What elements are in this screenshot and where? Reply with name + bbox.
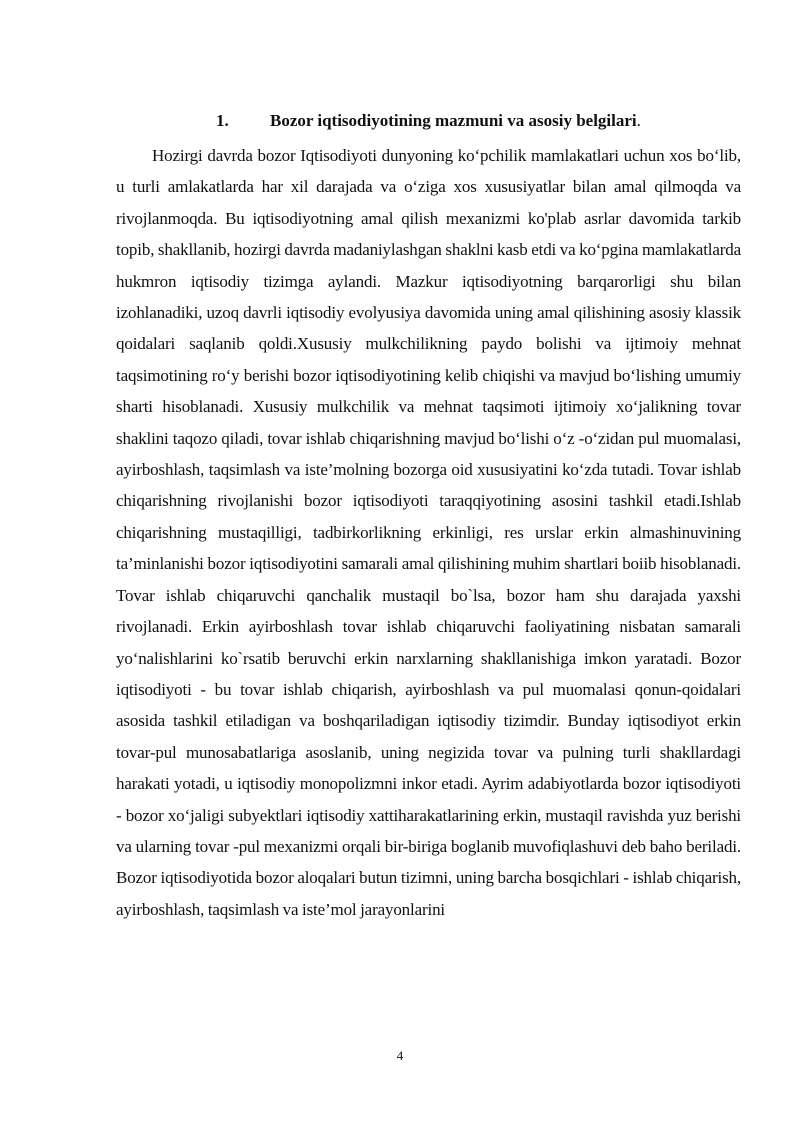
page-number: 4 <box>396 1048 404 1063</box>
section-number: 1. <box>216 111 229 130</box>
section-title: Bozor iqtisodiyotining mazmuni va asosiy belgilari <box>270 111 637 130</box>
section-title-period: . <box>636 111 641 130</box>
body-paragraph: Hozirgi davrda bozor Iqtisodiyoti dunyoning ko‘pchilik mamlakatlari uchun xos bo‘lib, u turli amlakatlarda har xil darajada va o‘ziga xos xususiyatlar bilan amal qilmoqda va rivojlanmoqda. Bu iqtisodiyotning amal qilish mexanizmi ko'plab asrlar davomida tarkib topib, shakllanib, hozirgi davrda madaniylashgan shaklni kasb etdi va ko‘pgina mamlakatlarda hukmron iqtisodiy tizimga aylandi. Mazkur iqtisodiyotning barqarorligi shu bilan izohlanadiki, uzoq davrli iqtisodiy evolyusiya davomida uning amal qilishining asosiy klassik qoidalari saqlanib qoldi.Xususiy mulkchilikning paydo bolishi va ijtimoiy mehnat taqsimotining ro‘y berishi bozor iqtisodiyotining kelib chiqishi va mavjud bo‘lishing umumiy sharti hisoblanadi. Xususiy mulkchilik va mehnat taqsimoti ijtimoiy xo‘jalikning tovar shaklini taqozo qiladi, tovar ishlab chiqarishning mavjud bo‘lishi o‘z -o‘zidan pul muomalasi, ayirboshlash, taqsimlash va iste’molning bozorga oid xususiyatini ko‘zda tutadi. Tovar ishlab chiqarishning rivojlanishi bozor iqtisodiyoti taraqqiyotining asosini tashkil etadi.Ishlab chiqarishning mustaqilligi, tadbirkorlikning erkinligi, res urslar erkin almashinuvining ta’minlanishi bozor iqtisodiyotini samarali amal qilishining muhim shartlari boiib hisoblanadi. Tovar ishlab chiqaruvchi qanchalik mustaqil bo`lsa, bozor ham shu darajada yaxshi rivojlanadi. Erkin ayirboshlash tovar ishlab chiqaruvchi faoliyatining nisbatan samarali yo‘nalishlarini ko`rsatib beruvchi erkin narxlarning shakllanishiga imkon yaratadi. Bozor iqtisodiyoti - bu tovar ishlab chiqarish, ayirboshlash va pul muomalasi qonun-qoidalari asosida tashkil etiladigan va boshqariladigan iqtisodiy tizimdir. Bunday iqtisodiyot erkin tovar-pul munosabatlariga asoslanib, uning negizida tovar va pulning turli shakllardagi harakati yotadi, u iqtisodiy monopolizmni inkor etadi. Ayrim adabiyotlarda bozor iqtisodiyoti - bozor xo‘jaligi subyektlari iqtisodiy xattiharakatlarining erkin, mustaqil ravishda yuz berishi va ularning tovar -pul mexanizmi orqali bir-biriga boglanib muvofiqlashuvi deb baho beriladi. Bozor iqtisodiyotida bozor aloqalari butun tizimni, uning barcha bosqichlari - ishlab chiqarish, ayirboshlash, taqsimlash va iste’mol jarayonlarini <box>116 146 741 919</box>
section-title-wrap <box>270 109 641 133</box>
